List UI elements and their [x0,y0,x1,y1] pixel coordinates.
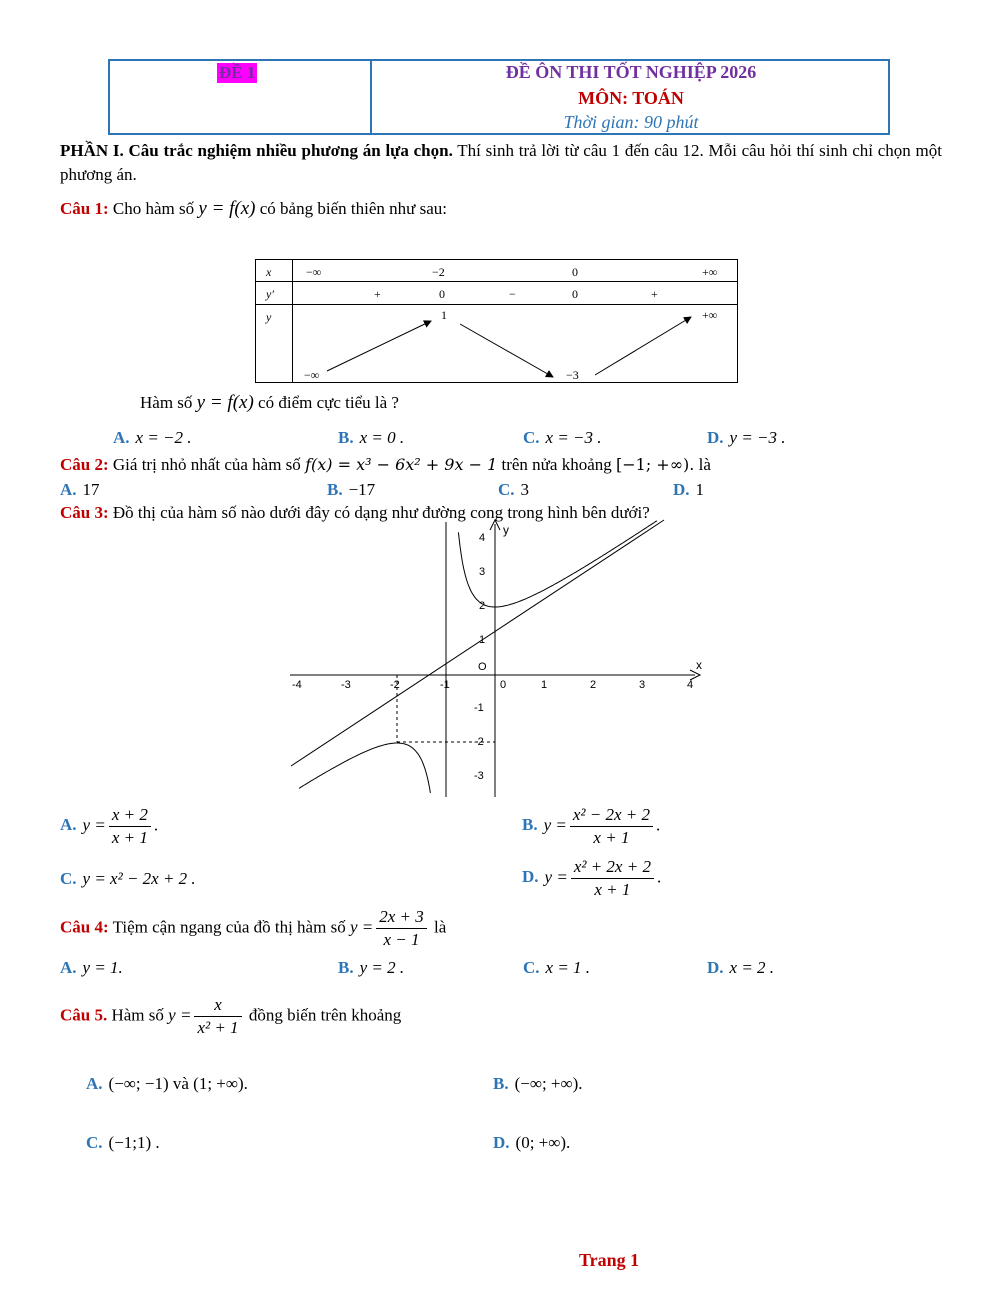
q5-text-before: Hàm số [111,1005,164,1025]
vt-yp-plus2: + [651,287,658,301]
curve-branch-left [299,743,430,793]
vt-x-neg-inf: −∞ [306,265,322,279]
option-letter: B. [338,958,354,977]
option-text: y = x² − 2x + 2 . [82,869,196,888]
option-fraction [109,804,151,849]
origin-label: O [478,661,487,673]
vt-y-pos-inf: +∞ [702,308,718,322]
y-axis-label: y [503,523,509,537]
y-tick-4: 4 [479,532,486,544]
q5-lhs: y = [168,1005,192,1025]
q1-option-b[interactable] [338,428,404,448]
option-text: (−∞; +∞). [514,1074,583,1093]
q2-label: Câu 2: [60,455,109,474]
q2-func: f(x) = x³ − 6x² + 9x − 1 [305,455,498,474]
part1-heading: PHẦN I. Câu trắc nghiệm nhiều phương án lựa chọn. [60,141,453,160]
fraction-numerator: 2x + 3 [376,906,427,929]
vt-y-min: −3 [566,368,579,382]
q5-option-a[interactable] [86,1074,248,1094]
vt-yp-label: y′ [266,287,274,301]
fraction-numerator: x + 2 [109,804,151,827]
q4-option-a[interactable] [60,958,123,978]
option-letter: B. [327,480,343,499]
q4-label: Câu 4: [60,917,109,937]
option-lhs: y = [544,867,568,887]
q1-sub-func: y = f(x) [196,392,254,413]
fraction-denominator: x + 1 [594,880,631,899]
option-letter: D. [707,428,724,447]
option-text: 3 [520,480,530,499]
option-letter: C. [498,480,515,499]
vt-x-0: 0 [572,265,578,279]
y-tick-1: 1 [479,634,486,646]
question-2 [60,455,711,475]
q3-option-a[interactable] [60,804,158,849]
q2-text-after: là [698,455,711,474]
option-text: 17 [82,480,100,499]
q5-option-c[interactable] [86,1133,160,1153]
vt-yp-plus1: + [374,287,381,301]
option-fraction [570,804,653,849]
q1-text-after: có bảng biến thiên như sau: [259,199,447,218]
y-tick-m2: -2 [474,736,484,748]
part1-text: Thí sinh trả lời từ câu 1 đến câu 12. Mỗi câu hỏi thí sinh chỉ chọn một phương án. [60,141,942,184]
option-text: (−1;1) . [108,1133,160,1152]
q1-sub-text-after: có điểm cực tiểu là ? [258,393,399,412]
q1-option-a[interactable] [113,428,192,448]
fraction-denominator: x² + 1 [197,1018,239,1037]
vt-yp-zero2: 0 [572,287,578,301]
option-text: −17 [348,480,376,499]
vt-yp-zero1: 0 [439,287,445,301]
q4-lhs: y = [349,917,374,937]
vt-x-label: x [266,265,272,279]
exam-subject: MÔN: TOÁN [578,88,684,108]
curve-branch-right [458,521,657,607]
option-text: x = 1 . [545,958,591,977]
vt-x-m2: −2 [432,265,445,279]
part1-intro [60,139,942,187]
option-text: x = 2 . [729,958,775,977]
fraction-denominator: x + 1 [593,828,630,847]
y-tick-2: 2 [479,600,486,612]
q2-option-c[interactable] [498,480,529,500]
q1-option-d[interactable] [707,428,786,448]
option-letter: B. [493,1074,509,1093]
option-letter: B. [338,428,354,447]
option-letter: A. [86,1074,103,1093]
option-text: (0; +∞). [515,1133,571,1152]
option-letter: A. [60,480,77,499]
x-tick-m2: -2 [390,679,400,691]
q4-option-b[interactable] [338,958,404,978]
fraction-numerator: x [194,994,241,1017]
q1-sub-text-before: Hàm số [140,393,193,412]
q4-text-before: Tiệm cận ngang của đồ thị hàm số [112,917,346,937]
option-tail: . [656,867,662,887]
fraction-numerator: x² + 2x + 2 [571,856,654,879]
page-number: Trang 1 [579,1250,640,1270]
question-4 [60,906,446,951]
fraction-denominator: x − 1 [383,930,420,949]
y-tick-3: 3 [479,566,486,578]
vt-arrows [255,259,738,383]
x-tick-m1: -1 [440,679,450,691]
x-tick-3: 3 [639,679,646,691]
x-tick-1: 1 [541,679,548,691]
option-letter: D. [707,958,724,977]
x-axis-label: x [696,658,702,672]
y-tick-m1: -1 [474,702,484,714]
q1-option-c[interactable] [523,428,602,448]
q2-interval: [−1; +∞). [615,455,695,474]
q5-option-d[interactable] [493,1133,570,1153]
q3-graph [285,518,715,800]
option-letter: C. [86,1133,103,1152]
option-text: (−∞; −1) và (1; +∞). [108,1074,248,1093]
x-tick-m4: -4 [292,679,302,691]
x-tick-0: 0 [500,679,507,691]
option-letter: D. [522,867,539,887]
q1-label: Câu 1: [60,199,109,218]
y-tick-m3: -3 [474,770,484,782]
option-text: x = −3 . [545,428,602,447]
option-tail: . [656,815,661,835]
q2-option-b[interactable] [327,480,375,500]
q5-text-after: đồng biến trên khoảng [248,1005,402,1025]
option-text: x = −2 . [135,428,192,447]
q3-option-d[interactable] [522,856,661,901]
option-letter: D. [493,1133,510,1152]
q5-fraction [194,994,241,1039]
q1-func: y = f(x) [198,198,256,219]
vt-y-neg-inf: −∞ [304,368,320,382]
option-letter: D. [673,480,690,499]
q5-label: Câu 5. [60,1005,108,1025]
option-text: 1 [695,480,705,499]
exam-title: ĐỀ ÔN THI TỐT NGHIỆP 2026 [505,62,757,82]
option-letter: A. [113,428,130,447]
option-letter: C. [523,428,540,447]
option-text: y = 1. [82,958,123,977]
q4-fraction [376,906,427,951]
q2-text-before: Giá trị nhỏ nhất của hàm số [112,455,301,474]
option-letter: A. [60,958,77,977]
exam-time: Thời gian: 90 phút [563,112,699,132]
q3-label: Câu 3: [60,503,109,522]
question-5 [60,994,401,1039]
q1-text-before: Cho hàm số [112,199,195,218]
q3-text: Đồ thị của hàm số nào dưới đây có dạng như đường cong trong hình bên dưới? [112,503,650,522]
variation-table [255,259,738,383]
q2-option-a[interactable] [60,480,100,500]
option-fraction [571,856,654,901]
oblique-asymptote [291,520,664,766]
q3-option-b[interactable] [522,804,660,849]
q5-option-b[interactable] [493,1074,583,1094]
x-tick-2: 2 [590,679,597,691]
option-text: y = 2 . [359,958,405,977]
option-text: y = −3 . [729,428,786,447]
vt-yp-minus: − [509,287,516,301]
vt-y-max: 1 [441,308,447,322]
fraction-numerator: x² − 2x + 2 [570,804,653,827]
q4-text-after: là [434,917,447,937]
q2-text-mid: trên nửa khoảng [501,455,612,474]
option-letter: B. [522,815,538,835]
option-lhs: y = [82,815,106,835]
option-lhs: y = [543,815,567,835]
q4-option-d[interactable] [707,958,774,978]
option-letter: C. [60,869,77,888]
exam-code: ĐỀ 1 [219,63,256,82]
q2-option-d[interactable] [673,480,704,500]
option-text: x = 0 . [359,428,405,447]
x-tick-4: 4 [687,679,694,691]
x-tick-m3: -3 [341,679,351,691]
fraction-denominator: x + 1 [111,828,148,847]
q4-option-c[interactable] [523,958,590,978]
vt-x-pos-inf: +∞ [702,265,718,279]
q3-option-c[interactable] [60,869,196,889]
q1-subquestion [140,392,399,414]
option-letter: A. [60,815,77,835]
vt-y-label: y [266,310,272,324]
option-tail: . [153,815,159,835]
option-letter: C. [523,958,540,977]
question-1 [60,198,447,220]
